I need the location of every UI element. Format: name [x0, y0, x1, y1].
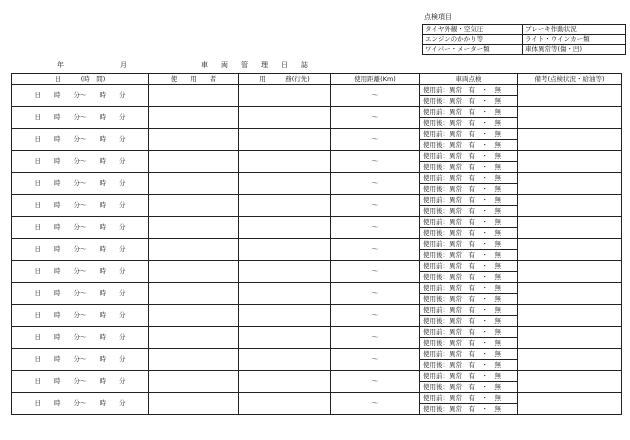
- purpose-cell[interactable]: [239, 85, 331, 107]
- log-entry-row: [12, 305, 622, 316]
- check-item: 車体異常等(傷・凹): [523, 45, 626, 55]
- log-entry-row: [12, 371, 622, 382]
- date-time-cell[interactable]: 日 時 分～ 時 分: [12, 393, 149, 415]
- log-header-row: [12, 74, 622, 85]
- inspection-before-cell[interactable]: 使用前：異常 有 ・ 無: [420, 371, 518, 382]
- inspection-before-cell[interactable]: 使用前：異常 有 ・ 無: [420, 195, 518, 206]
- inspection-after-cell[interactable]: 使用後：異常 有 ・ 無: [420, 360, 518, 371]
- remarks-cell[interactable]: [518, 239, 622, 261]
- remarks-cell[interactable]: [518, 173, 622, 195]
- inspection-after-cell[interactable]: 使用後：異常 有 ・ 無: [420, 272, 518, 283]
- vehicle-log-table: [11, 73, 622, 415]
- log-entry-row: [12, 217, 622, 228]
- distance-cell[interactable]: ～: [331, 239, 420, 261]
- remarks-cell[interactable]: [518, 371, 622, 393]
- purpose-cell[interactable]: [239, 349, 331, 371]
- inspection-after-cell[interactable]: 使用後：異常 有 ・ 無: [420, 338, 518, 349]
- user-cell[interactable]: [149, 217, 239, 239]
- date-time-cell[interactable]: 日 時 分～ 時 分: [12, 327, 149, 349]
- date-time-cell[interactable]: 日 時 分～ 時 分: [12, 239, 149, 261]
- purpose-cell[interactable]: [239, 305, 331, 327]
- inspection-after-cell[interactable]: 使用後：異常 有 ・ 無: [420, 96, 518, 107]
- inspection-after-cell[interactable]: 使用後：異常 有 ・ 無: [420, 316, 518, 327]
- user-cell[interactable]: [149, 305, 239, 327]
- distance-cell[interactable]: ～: [331, 85, 420, 107]
- remarks-cell[interactable]: [518, 195, 622, 217]
- distance-cell[interactable]: ～: [331, 129, 420, 151]
- col-inspection: 車両点検: [420, 74, 518, 85]
- remarks-cell[interactable]: [518, 129, 622, 151]
- distance-cell[interactable]: ～: [331, 393, 420, 415]
- inspection-before-cell[interactable]: 使用前：異常 有 ・ 無: [420, 217, 518, 228]
- date-time-cell[interactable]: 日 時 分～ 時 分: [12, 371, 149, 393]
- date-time-cell[interactable]: 日 時 分～ 時 分: [12, 283, 149, 305]
- check-item: ライト・ウインカー類: [523, 35, 626, 45]
- inspection-before-cell[interactable]: 使用前：異常 有 ・ 無: [420, 151, 518, 162]
- log-entry-row: [12, 129, 622, 140]
- user-cell[interactable]: [149, 151, 239, 173]
- col-distance: 使用距離(Km): [331, 74, 420, 85]
- remarks-cell[interactable]: [518, 305, 622, 327]
- remarks-cell[interactable]: [518, 261, 622, 283]
- col-date: 日 (時 間): [12, 74, 149, 85]
- log-entry-row: [12, 261, 622, 272]
- inspection-before-cell[interactable]: 使用前：異常 有 ・ 無: [420, 283, 518, 294]
- date-time-cell[interactable]: 日 時 分～ 時 分: [12, 261, 149, 283]
- inspection-before-cell[interactable]: 使用前：異常 有 ・ 無: [420, 349, 518, 360]
- user-cell[interactable]: [149, 371, 239, 393]
- date-time-cell[interactable]: 日 時 分～ 時 分: [12, 173, 149, 195]
- inspection-before-cell[interactable]: 使用前：異常 有 ・ 無: [420, 85, 518, 96]
- remarks-cell[interactable]: [518, 85, 622, 107]
- remarks-cell[interactable]: [518, 349, 622, 371]
- log-entry-row: [12, 393, 622, 404]
- remarks-cell[interactable]: [518, 107, 622, 129]
- log-entry-row: [12, 107, 622, 118]
- check-item: ブレーキ作動状況: [523, 25, 626, 35]
- inspection-after-cell[interactable]: 使用後：異常 有 ・ 無: [420, 228, 518, 239]
- purpose-cell[interactable]: [239, 173, 331, 195]
- date-time-cell[interactable]: 日 時 分～ 時 分: [12, 129, 149, 151]
- inspection-before-cell[interactable]: 使用前：異常 有 ・ 無: [420, 239, 518, 250]
- check-row: [423, 45, 626, 55]
- inspection-before-cell[interactable]: 使用前：異常 有 ・ 無: [420, 173, 518, 184]
- distance-cell[interactable]: ～: [331, 151, 420, 173]
- purpose-cell[interactable]: [239, 261, 331, 283]
- user-cell[interactable]: [149, 393, 239, 415]
- remarks-cell[interactable]: [518, 393, 622, 415]
- user-cell[interactable]: [149, 173, 239, 195]
- purpose-cell[interactable]: [239, 371, 331, 393]
- col-user: 使 用 者: [149, 74, 239, 85]
- inspection-before-cell[interactable]: 使用前：異常 有 ・ 無: [420, 261, 518, 272]
- check-items-table: [422, 24, 626, 55]
- check-item: タイヤ外観・空気圧: [423, 25, 523, 35]
- date-time-cell[interactable]: 日 時 分～ 時 分: [12, 195, 149, 217]
- log-entry-row: [12, 151, 622, 162]
- date-time-cell[interactable]: 日 時 分～ 時 分: [12, 349, 149, 371]
- distance-cell[interactable]: ～: [331, 107, 420, 129]
- date-time-cell[interactable]: 日 時 分～ 時 分: [12, 217, 149, 239]
- log-entry-row: [12, 173, 622, 184]
- col-purpose: 用 務(行先): [239, 74, 331, 85]
- distance-cell[interactable]: ～: [331, 371, 420, 393]
- purpose-cell[interactable]: [239, 151, 331, 173]
- remarks-cell[interactable]: [518, 217, 622, 239]
- purpose-cell[interactable]: [239, 217, 331, 239]
- date-time-cell[interactable]: 日 時 分～ 時 分: [12, 85, 149, 107]
- log-entry-row: [12, 85, 622, 96]
- purpose-cell[interactable]: [239, 393, 331, 415]
- inspection-after-cell[interactable]: 使用後：異常 有 ・ 無: [420, 118, 518, 129]
- inspection-before-cell[interactable]: 使用前：異常 有 ・ 無: [420, 107, 518, 118]
- remarks-cell[interactable]: [518, 327, 622, 349]
- inspection-before-cell[interactable]: 使用前：異常 有 ・ 無: [420, 305, 518, 316]
- remarks-cell[interactable]: [518, 283, 622, 305]
- distance-cell[interactable]: ～: [331, 173, 420, 195]
- distance-cell[interactable]: ～: [331, 283, 420, 305]
- check-items-title: 点検項目: [424, 13, 452, 21]
- inspection-after-cell[interactable]: 使用後：異常 有 ・ 無: [420, 184, 518, 195]
- distance-cell[interactable]: ～: [331, 195, 420, 217]
- user-cell[interactable]: [149, 283, 239, 305]
- user-cell[interactable]: [149, 195, 239, 217]
- purpose-cell[interactable]: [239, 327, 331, 349]
- user-cell[interactable]: [149, 327, 239, 349]
- log-entry-row: [12, 327, 622, 338]
- purpose-cell[interactable]: [239, 239, 331, 261]
- user-cell[interactable]: [149, 129, 239, 151]
- log-entry-row: [12, 239, 622, 250]
- user-cell[interactable]: [149, 261, 239, 283]
- purpose-cell[interactable]: [239, 129, 331, 151]
- distance-cell[interactable]: ～: [331, 327, 420, 349]
- inspection-after-cell[interactable]: 使用後：異常 有 ・ 無: [420, 404, 518, 415]
- inspection-after-cell[interactable]: 使用後：異常 有 ・ 無: [420, 206, 518, 217]
- purpose-cell[interactable]: [239, 283, 331, 305]
- user-cell[interactable]: [149, 107, 239, 129]
- date-time-cell[interactable]: 日 時 分～ 時 分: [12, 151, 149, 173]
- inspection-before-cell[interactable]: 使用前：異常 有 ・ 無: [420, 129, 518, 140]
- inspection-after-cell[interactable]: 使用後：異常 有 ・ 無: [420, 250, 518, 261]
- inspection-after-cell[interactable]: 使用後：異常 有 ・ 無: [420, 140, 518, 151]
- log-entry-row: [12, 283, 622, 294]
- col-remarks: 備考(点検状況・給油等): [518, 74, 622, 85]
- remarks-cell[interactable]: [518, 151, 622, 173]
- log-entry-row: [12, 349, 622, 360]
- user-cell[interactable]: [149, 239, 239, 261]
- check-row: [423, 25, 626, 35]
- date-time-cell[interactable]: 日 時 分～ 時 分: [12, 107, 149, 129]
- distance-cell[interactable]: ～: [331, 349, 420, 371]
- inspection-before-cell[interactable]: 使用前：異常 有 ・ 無: [420, 327, 518, 338]
- distance-cell[interactable]: ～: [331, 217, 420, 239]
- inspection-before-cell[interactable]: 使用前：異常 有 ・ 無: [420, 393, 518, 404]
- distance-cell[interactable]: ～: [331, 261, 420, 283]
- inspection-after-cell[interactable]: 使用後：異常 有 ・ 無: [420, 382, 518, 393]
- log-body: [12, 85, 622, 415]
- log-title: 車 両 管 理 日 誌: [201, 61, 311, 69]
- date-time-cell[interactable]: 日 時 分～ 時 分: [12, 305, 149, 327]
- inspection-after-cell[interactable]: 使用後：異常 有 ・ 無: [420, 162, 518, 173]
- month-label: 月: [120, 61, 127, 69]
- check-item: ワイパー・メーター類: [423, 45, 523, 55]
- check-item: エンジンのかかり等: [423, 35, 523, 45]
- user-cell[interactable]: [149, 85, 239, 107]
- user-cell[interactable]: [149, 349, 239, 371]
- inspection-after-cell[interactable]: 使用後：異常 有 ・ 無: [420, 294, 518, 305]
- purpose-cell[interactable]: [239, 195, 331, 217]
- log-entry-row: [12, 195, 622, 206]
- year-label: 年: [57, 61, 64, 69]
- distance-cell[interactable]: ～: [331, 305, 420, 327]
- purpose-cell[interactable]: [239, 107, 331, 129]
- check-row: [423, 35, 626, 45]
